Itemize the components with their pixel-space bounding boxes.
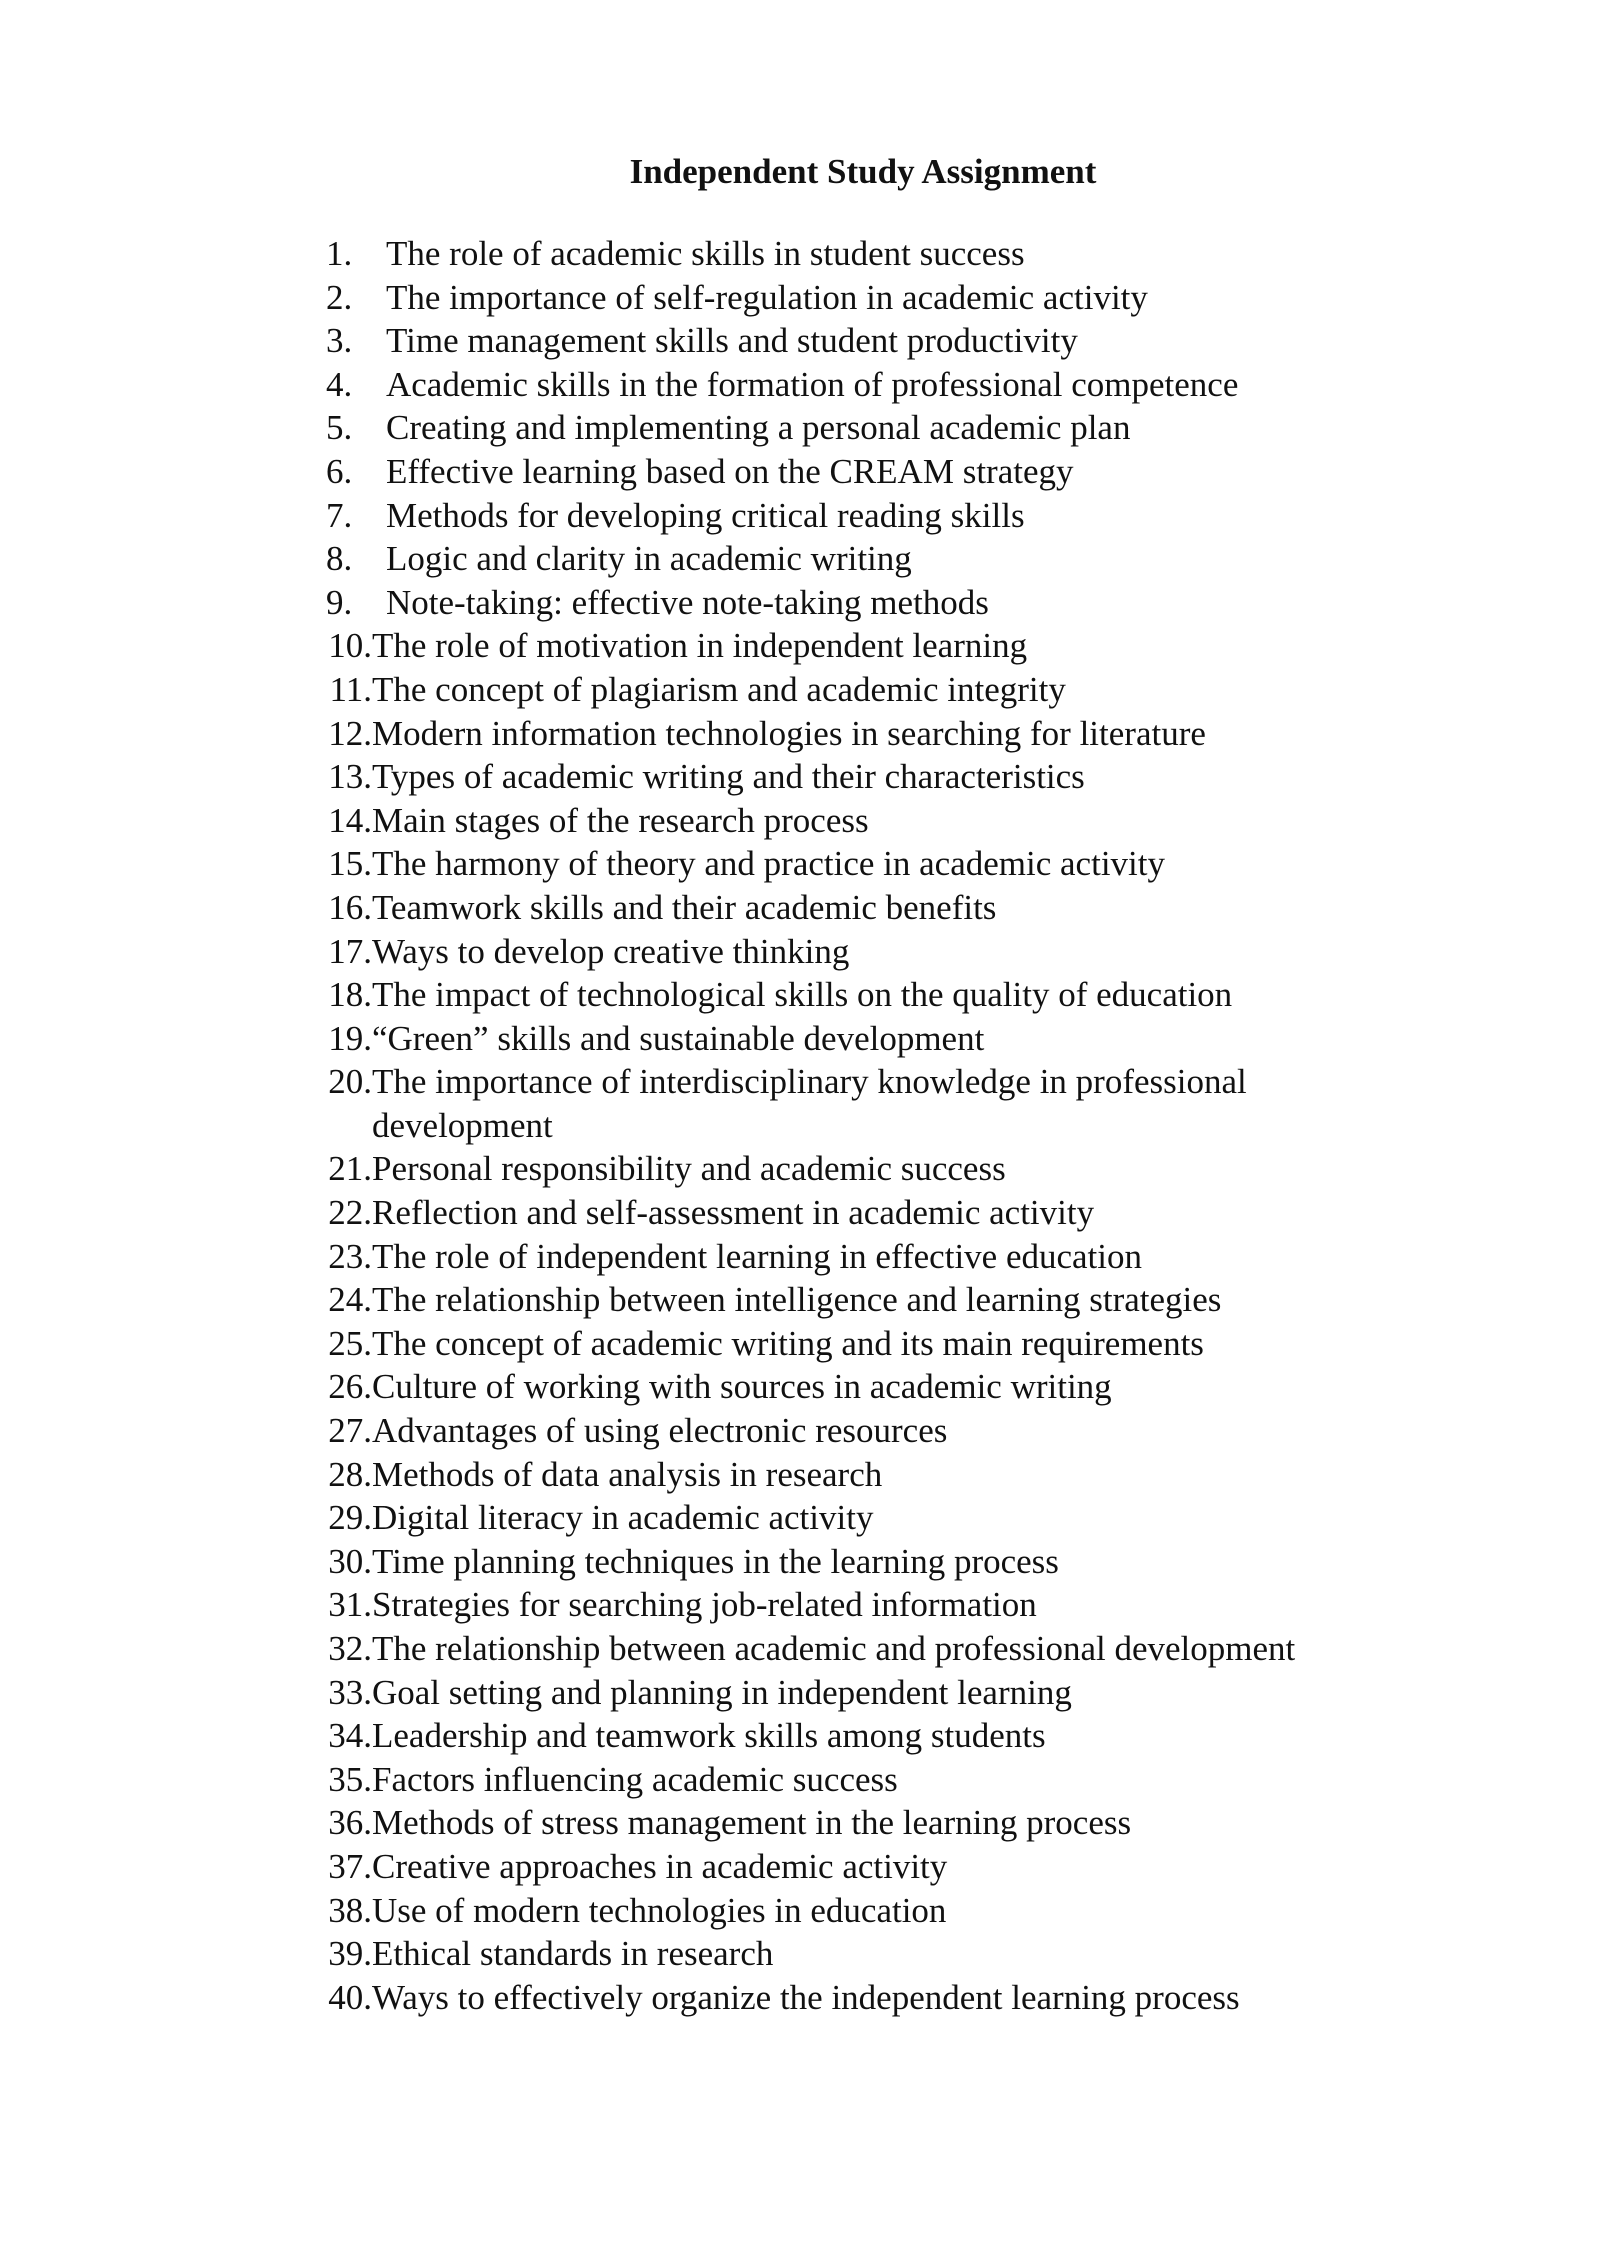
list-item-text: The harmony of theory and practice in academic activity [372, 844, 1165, 884]
list-item [318, 1976, 1418, 2020]
list-item [318, 1540, 1418, 1584]
list-item-text: Creative approaches in academic activity [372, 1846, 948, 1886]
list-item-number: 34. [328, 1716, 372, 1756]
list-item-number: 28. [328, 1454, 372, 1494]
list-item-number: 38. [328, 1890, 372, 1930]
list-item-text: The role of academic skills in student success [386, 234, 1025, 273]
list-item-text: The role of independent learning in effective education [372, 1236, 1142, 1276]
list-item [318, 276, 1418, 320]
list-item [318, 1714, 1418, 1758]
topic-list [318, 232, 1418, 2019]
list-item [318, 1235, 1418, 1279]
list-item-number: 26. [328, 1367, 372, 1407]
list-item-text: Types of academic writing and their characteristics [372, 757, 1085, 797]
list-item [318, 1758, 1418, 1802]
list-item-text: Reflection and self-assessment in academic activity [372, 1193, 1095, 1233]
list-item-number: 15. [328, 844, 372, 884]
list-item-number: 32. [328, 1629, 372, 1668]
list-item [318, 973, 1418, 1017]
list-item-text: Methods of data analysis in research [372, 1454, 883, 1494]
list-item [318, 1889, 1418, 1933]
list-item-number: 29. [328, 1498, 372, 1538]
list-item [318, 1409, 1418, 1453]
list-item-text: Ethical standards in research [372, 1934, 774, 1974]
list-item-number: 16. [328, 887, 372, 927]
list-item-number: 20. [328, 1062, 372, 1102]
list-item [318, 363, 1418, 407]
list-item-text: Advantages of using electronic resources [372, 1411, 948, 1451]
list-item-number: 30. [328, 1541, 372, 1581]
list-item [318, 930, 1418, 974]
list-item-text: Goal setting and planning in independent learning [372, 1672, 1072, 1712]
list-item-text: The importance of self-regulation in academic activity [386, 277, 1148, 317]
list-item-text: Main stages of the research process [372, 800, 869, 840]
list-item [318, 1147, 1418, 1191]
list-item [318, 1017, 1418, 1061]
list-item-number: 6. [326, 451, 353, 491]
list-item-text: The concept of academic writing and its main requirements [372, 1323, 1204, 1363]
list-item-text: Modern information technologies in searching for literature [372, 713, 1206, 753]
list-item-number: 3. [326, 321, 353, 361]
list-item-text: Methods of stress management in the learning process [372, 1803, 1132, 1843]
list-item-text: The importance of interdisciplinary knowledge in professional development [372, 1062, 1247, 1145]
list-item [318, 406, 1418, 450]
list-item [318, 1845, 1418, 1889]
list-item-text: Logic and clarity in academic writing [386, 539, 912, 579]
list-item [318, 886, 1418, 930]
list-item-number: 33. [328, 1672, 372, 1712]
list-item [318, 232, 1418, 276]
list-item-text: Use of modern technologies in education [372, 1890, 947, 1930]
list-item-number: 10. [328, 626, 372, 666]
list-item-number: 27. [328, 1411, 372, 1451]
list-item-number: 5. [326, 408, 353, 448]
list-item-number: 17. [328, 931, 372, 971]
list-item-number: 23. [328, 1236, 372, 1276]
list-item-number: 8. [326, 539, 353, 579]
list-item-text: The impact of technological skills on the quality of education [372, 975, 1233, 1015]
list-item-text: Effective learning based on the CREAM strategy [386, 451, 1074, 491]
list-item-text: Personal responsibility and academic success [372, 1149, 1006, 1189]
list-item [318, 450, 1418, 494]
list-item [318, 1583, 1418, 1627]
list-item-text: The concept of plagiarism and academic integrity [372, 669, 1066, 709]
list-item [318, 1932, 1418, 1976]
list-item-number: 22. [328, 1193, 372, 1233]
list-item-text: The role of motivation in independent learning [372, 626, 1028, 666]
list-item-number: 1. [326, 234, 353, 273]
list-item [318, 712, 1418, 756]
list-item-number: 2. [326, 277, 353, 317]
list-item-text: Ways to develop creative thinking [372, 931, 850, 971]
list-item-text: Teamwork skills and their academic benefits [372, 887, 997, 927]
list-item-text: Academic skills in the formation of professional competence [386, 364, 1239, 404]
list-item-number: 14. [328, 800, 372, 840]
list-item-number: 13. [328, 757, 372, 797]
list-item-number: 18. [328, 975, 372, 1015]
list-item-text: Creating and implementing a personal academic plan [386, 408, 1131, 448]
list-item-text: Ways to effectively organize the independent learning process [372, 1977, 1240, 2017]
list-item-text: Note-taking: effective note-taking methods [386, 582, 989, 622]
list-item [318, 581, 1418, 625]
list-item [318, 1801, 1418, 1845]
list-item-number: 40. [328, 1977, 372, 2017]
list-item [318, 1671, 1418, 1715]
list-item-number: 11. [329, 669, 372, 709]
list-item [318, 494, 1418, 538]
list-item-text: Digital literacy in academic activity [372, 1498, 874, 1538]
list-item-text: Time planning techniques in the learning process [372, 1541, 1059, 1581]
list-item-text: The relationship between intelligence and learning strategies [372, 1280, 1222, 1320]
list-item [318, 537, 1418, 581]
list-item-number: 37. [328, 1846, 372, 1886]
list-item [318, 1322, 1418, 1366]
list-item-text: Culture of working with sources in academic writing [372, 1367, 1112, 1407]
list-item [318, 1627, 1418, 1671]
list-item-number: 12. [328, 713, 372, 753]
list-item-number: 31. [328, 1585, 372, 1625]
list-item [318, 1060, 1418, 1147]
list-item-number: 4. [326, 364, 353, 404]
list-item [318, 668, 1418, 712]
list-item-number: 39. [328, 1934, 372, 1974]
list-item-text: Time management skills and student productivity [386, 321, 1078, 361]
list-item-number: 9. [326, 582, 353, 622]
list-item [318, 1496, 1418, 1540]
list-item-number: 21. [328, 1149, 372, 1189]
list-item-number: 7. [326, 495, 353, 535]
list-item-number: 19. [328, 1018, 372, 1058]
list-item [318, 842, 1418, 886]
list-item-number: 25. [328, 1323, 372, 1363]
list-item [318, 1191, 1418, 1235]
list-item [318, 1365, 1418, 1409]
list-item-number: 36. [328, 1803, 372, 1843]
list-item-text: Strategies for searching job-related information [372, 1585, 1037, 1625]
list-item [318, 1453, 1418, 1497]
list-item-text: Leadership and teamwork skills among students [372, 1716, 1046, 1756]
list-item-text: Factors influencing academic success [372, 1759, 898, 1799]
list-item [318, 624, 1418, 668]
list-item [318, 799, 1418, 843]
document-title: Independent Study Assignment [629, 152, 1097, 191]
list-item [318, 319, 1418, 363]
list-item-number: 24. [328, 1280, 372, 1320]
list-item-text: Methods for developing critical reading skills [386, 495, 1025, 535]
list-item-text: The relationship between academic and professional development [372, 1629, 1296, 1668]
list-item [318, 755, 1418, 799]
list-item-number: 35. [328, 1759, 372, 1799]
list-item [318, 1278, 1418, 1322]
list-item-text: “Green” skills and sustainable development [372, 1018, 985, 1058]
